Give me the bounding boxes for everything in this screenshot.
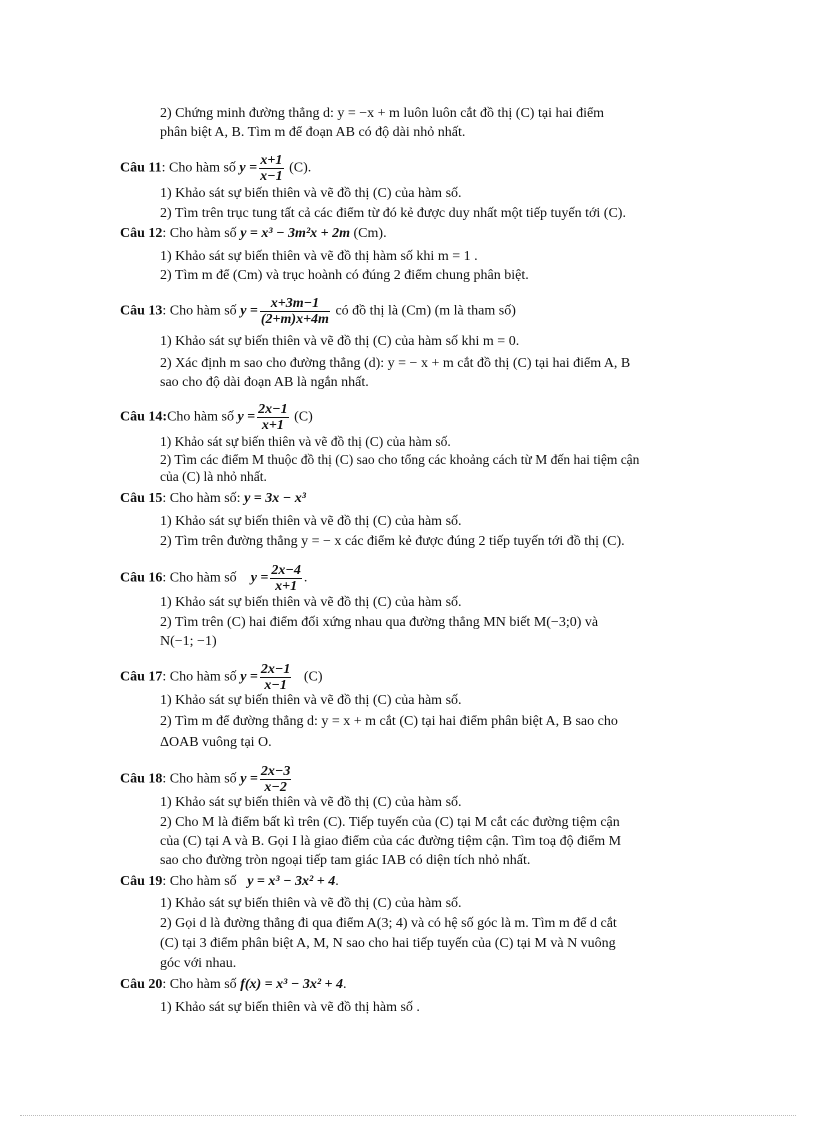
page-bottom-divider: [20, 1115, 796, 1116]
fraction-numerator: 2x−4: [271, 563, 301, 578]
question-15: [120, 491, 306, 507]
question-label: Câu 17: [120, 669, 163, 685]
question-tail: .: [303, 570, 308, 586]
question-tail: (C).: [289, 160, 312, 176]
question-intro: : Cho hàm số: [161, 160, 236, 176]
question-intro: : Cho hàm số: [162, 669, 237, 685]
question-20: [120, 977, 347, 993]
question-tail: (C): [294, 409, 313, 425]
line-q18-2: 2) Cho M là điểm bất kì trên (C). Tiếp tuyến của (C) tại M cắt các đường tiệm cận: [160, 815, 620, 830]
question-label: Câu 12: [120, 226, 163, 241]
question-tail: (Cm).: [353, 226, 387, 241]
line-q13-3: sao cho độ dài đoạn AB là ngắn nhất.: [160, 375, 369, 390]
question-16: [120, 563, 307, 594]
fraction: [260, 764, 291, 795]
formula: f(x) = x³ − 3x² + 4: [240, 977, 344, 992]
question-11: [120, 153, 311, 184]
question-label: Câu 11: [120, 160, 162, 176]
line-q19-3: (C) tại 3 điểm phân biệt A, M, N sao cho hai tiếp tuyến của (C) tại M và N vuông: [160, 936, 616, 951]
question-intro: : Cho hàm số: [162, 303, 237, 319]
y-symbol: y =: [240, 303, 258, 319]
question-14: [120, 402, 313, 433]
y-symbol: y =: [250, 570, 269, 586]
fraction-denominator: x−1: [260, 169, 283, 184]
question-intro: : Cho hàm số: [162, 874, 237, 889]
formula: y = x³ − 3x² + 4: [247, 874, 336, 889]
y-symbol: y =: [240, 669, 258, 685]
line-q16-1: 1) Khảo sát sự biến thiên và vẽ đồ thị (C) của hàm số.: [160, 595, 462, 610]
line-q18-1: 1) Khảo sát sự biến thiên và vẽ đồ thị (C) của hàm số.: [160, 795, 462, 810]
line-q20-1: 1) Khảo sát sự biến thiên và vẽ đồ thị hàm số .: [160, 1000, 420, 1015]
line-q12-1: 1) Khảo sát sự biến thiên và vẽ đồ thị hàm số khi m = 1 .: [160, 249, 478, 264]
line-q16-2: 2) Tìm trên (C) hai điểm đối xứng nhau qua đường thẳng MN biết M(−3;0) và: [160, 615, 599, 630]
question-label: Câu 19: [120, 874, 163, 889]
line-q19-1: 1) Khảo sát sự biến thiên và vẽ đồ thị (C) của hàm số.: [160, 896, 462, 911]
line-q17-2: 2) Tìm m để đường thẳng d: y = x + m cắt (C) tại hai điểm phân biệt A, B sao cho: [160, 714, 618, 729]
line-q11-2: 2) Tìm trên trục tung tất cả các điểm từ đó kẻ được duy nhất một tiếp tuyến tới (C).: [160, 206, 626, 221]
fraction-denominator: x+1: [261, 418, 284, 433]
question-tail: .: [335, 874, 339, 889]
fraction-denominator: (2+m)x+4m: [260, 312, 329, 327]
question-intro: : Cho hàm số: [162, 977, 237, 992]
question-19: [120, 874, 339, 890]
question-intro: : Cho hàm số: [162, 570, 237, 586]
fraction: [270, 563, 301, 594]
line-q14-3: của (C) là nhỏ nhất.: [160, 469, 267, 484]
y-symbol: y =: [240, 771, 258, 787]
fraction-denominator: x+1: [275, 579, 298, 594]
line-q16-3: N(−1; −1): [160, 634, 217, 649]
formula: y = x³ − 3m²x + 2m: [240, 226, 351, 241]
line-q18-4: sao cho đường tròn ngoại tiếp tam giác IAB có diện tích nhỏ nhất.: [160, 853, 531, 868]
fraction: [259, 153, 283, 184]
fraction-numerator: 2x−1: [258, 402, 288, 417]
question-12: [120, 226, 387, 242]
line-l1: 2) Chứng minh đường thẳng d: y = −x + m luôn luôn cắt đồ thị (C) tại hai điểm: [160, 106, 605, 121]
fraction-numerator: 2x−3: [260, 764, 291, 779]
line-q19-2: 2) Gọi d là đường thẳng đi qua điểm A(3; 4) và có hệ số góc là m. Tìm m để d cắt: [160, 916, 617, 931]
line-q19-4: góc với nhau.: [160, 956, 237, 971]
question-label: Câu 18: [120, 771, 163, 787]
question-intro: Cho hàm số: [167, 409, 234, 425]
fraction-denominator: x−1: [264, 678, 287, 693]
question-label: Câu 15: [120, 491, 163, 506]
question-13: [120, 296, 516, 327]
y-symbol: y =: [237, 409, 256, 425]
fraction-numerator: x+3m−1: [260, 296, 330, 312]
question-label: Câu 16: [120, 570, 163, 586]
question-tail: .: [343, 977, 347, 992]
fraction-denominator: x−2: [264, 780, 287, 795]
formula: y = 3x − x³: [244, 491, 306, 506]
line-q13-1: 1) Khảo sát sự biến thiên và vẽ đồ thị (C) của hàm số khi m = 0.: [160, 334, 520, 349]
question-18: [120, 764, 293, 795]
question-tail: (C): [303, 669, 323, 685]
question-label: Câu 20: [120, 977, 163, 992]
line-q17-3: ΔOAB vuông tại O.: [160, 735, 272, 750]
line-q13-2: 2) Xác định m sao cho đường thẳng (d): y = − x + m cắt đồ thị (C) tại hai điểm A, B: [160, 356, 631, 371]
question-17: [120, 662, 323, 693]
line-l2: phân biệt A, B. Tìm m để đoạn AB có độ dài nhỏ nhất.: [160, 125, 466, 140]
question-label: Câu 13: [120, 303, 163, 319]
question-intro: : Cho hàm số: [162, 226, 237, 241]
fraction: [260, 296, 330, 327]
line-q15-2: 2) Tìm trên đường thẳng y = − x các điểm kẻ được đúng 2 tiếp tuyến tới đồ thị (C).: [160, 534, 625, 549]
line-q11-1: 1) Khảo sát sự biến thiên và vẽ đồ thị (C) của hàm số.: [160, 186, 462, 201]
fraction: [257, 402, 288, 433]
y-symbol: y =: [239, 160, 258, 176]
line-q18-3: của (C) tại A và B. Gọi I là giao điểm của các đường tiệm cận. Tìm toạ độ điểm M: [160, 834, 622, 849]
question-tail: có đồ thị là (Cm) (m là tham số): [335, 303, 516, 319]
question-intro: : Cho hàm số: [162, 771, 237, 787]
line-q14-1: 1) Khảo sát sự biến thiên và vẽ đồ thị (C) của hàm số.: [160, 434, 451, 449]
line-q15-1: 1) Khảo sát sự biến thiên và vẽ đồ thị (C) của hàm số.: [160, 514, 462, 529]
line-q12-2: 2) Tìm m để (Cm) và trục hoành có đúng 2 điểm chung phân biệt.: [160, 268, 529, 283]
question-intro: : Cho hàm số:: [162, 491, 241, 506]
line-q14-2: 2) Tìm các điểm M thuộc đồ thị (C) sao cho tổng các khoảng cách từ M đến hai tiệm cận: [160, 452, 640, 467]
fraction: [260, 662, 291, 693]
line-q17-1: 1) Khảo sát sự biến thiên và vẽ đồ thị (C) của hàm số.: [160, 693, 462, 708]
fraction-numerator: 2x−1: [260, 662, 291, 677]
question-label: Câu 14:: [120, 409, 168, 425]
fraction-numerator: x+1: [260, 153, 283, 168]
